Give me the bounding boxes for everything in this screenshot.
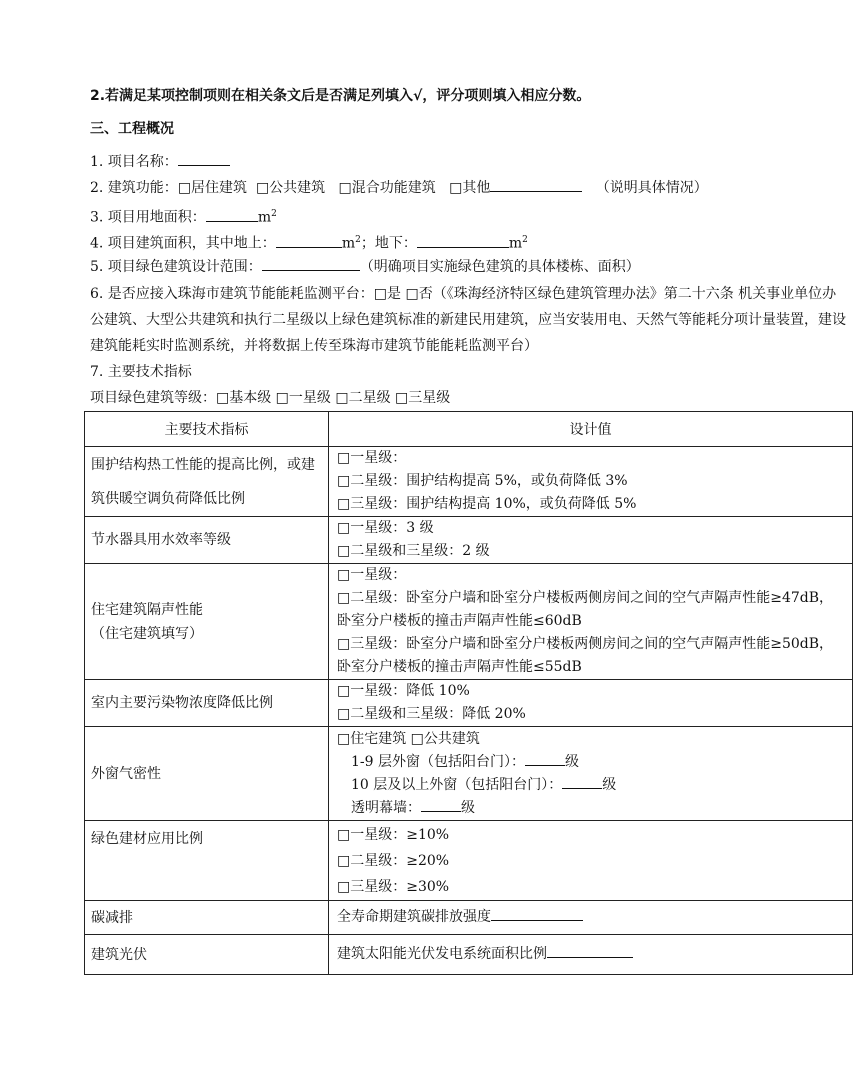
function-public-checkbox[interactable]: □公共建筑 — [255, 180, 326, 196]
row-label: 外窗气密性 — [85, 727, 329, 821]
function-label: 2. 建筑功能： — [90, 180, 178, 196]
table-row — [85, 727, 853, 821]
carbon-emission-label: 全寿命期建筑碳排放强度 — [337, 909, 491, 925]
green-grade-line: 项目绿色建筑等级：□基本级 □一星级 □二星级 □三星级 — [90, 390, 451, 406]
design-scope-note: （明确项目实施绿色建筑的具体楼栋、面积） — [359, 259, 640, 275]
grade-unit: 级 — [602, 776, 617, 793]
building-function-line — [90, 177, 708, 198]
header-indicator: 主要技术指标 — [85, 412, 329, 447]
pv-area-ratio-label: 建筑太阳能光伏发电系统面积比例 — [337, 946, 547, 962]
table-header-row — [85, 412, 853, 447]
above-ground-unit-sup: 2 — [355, 235, 361, 245]
land-area-line — [90, 204, 277, 228]
row-label: 围护结构热工性能的提高比例，或建筑供暖空调负荷降低比例 — [85, 447, 329, 517]
note-text: 2.若满足某项控制项则在相关条文后是否满足列填入√，评分项则填入相应分数。 — [90, 88, 591, 104]
table-row — [85, 821, 853, 901]
option-checkbox[interactable]: □一星级：降低 10% — [337, 683, 470, 699]
row-values — [329, 680, 853, 727]
row-label: 住宅建筑隔声性能 （住宅建筑填写） — [85, 564, 329, 680]
row-values — [329, 517, 853, 564]
header-design-value: 设计值 — [329, 412, 853, 447]
land-area-field[interactable] — [206, 207, 258, 222]
function-mixed-checkbox[interactable]: □混合功能建筑 — [338, 180, 436, 196]
project-name-line — [90, 151, 230, 172]
above-ground-unit: m — [341, 235, 356, 252]
design-scope-line — [90, 256, 640, 277]
option-checkbox[interactable]: □二星级：≥20% — [337, 852, 450, 869]
carbon-emission-field[interactable] — [491, 906, 583, 921]
land-area-unit-sup: 2 — [271, 209, 277, 219]
window-floors-10-plus-field[interactable] — [562, 774, 602, 789]
option-checkbox[interactable]: □一星级：≥10% — [337, 826, 450, 843]
section-title: 三、工程概况 — [90, 121, 174, 137]
option-checkbox[interactable]: □一星级：3 级 — [337, 520, 434, 536]
option-checkbox[interactable]: □三星级：围护结构提高 10%，或负荷降低 5% — [337, 496, 637, 512]
option-checkbox[interactable]: □二星级：卧室分户墙和卧室分户楼板两侧房间之间的空气声隔声性能≥47dB，卧室分户楼板的撞击声隔声性能≤60dB — [337, 590, 834, 629]
building-area-line — [90, 230, 528, 254]
option-checkbox[interactable]: □一星级： — [337, 567, 407, 583]
option-checkbox[interactable]: □二星级和三星级：降低 20% — [337, 706, 526, 722]
underground-label: ；地下： — [360, 235, 417, 252]
curtain-wall-line — [337, 797, 846, 820]
window-floors-10-plus-label: 10 层及以上外窗（包括阳台门）： — [351, 776, 563, 793]
table-row — [85, 901, 853, 935]
row-values — [329, 935, 853, 975]
table-row — [85, 935, 853, 975]
design-scope-field[interactable] — [262, 256, 360, 271]
row-label: 室内主要污染物浓度降低比例 — [85, 680, 329, 727]
window-floors-1-9-field[interactable] — [525, 751, 565, 766]
row-label: 节水器具用水效率等级 — [85, 517, 329, 564]
pv-area-ratio-field[interactable] — [547, 943, 633, 958]
underground-unit: m — [508, 235, 523, 252]
option-checkbox[interactable]: □一星级： — [337, 450, 407, 466]
function-residential-checkbox[interactable]: □居住建筑 — [177, 180, 248, 196]
row-label: 绿色建材应用比例 — [85, 821, 329, 901]
underground-unit-sup: 2 — [522, 235, 528, 245]
window-floors-10-plus-line — [337, 774, 846, 797]
option-checkbox[interactable]: □三星级：≥30% — [337, 878, 450, 895]
row-values — [329, 901, 853, 935]
curtain-wall-label: 透明幕墙： — [351, 799, 421, 816]
monitor-paragraph: 6. 是否应接入珠海市建筑节能能耗监测平台：□是 □否（《珠海经济特区绿色建筑管理办法》第二十六条 机关事业单位办公建筑、大型公共建筑和执行二星级以上绿色建筑标准的新建民用建筑，应当安装用电、天然气等能耗分项计量装置，建设建筑能耗实时监测系统，并将数据上传至珠海市建筑节能能耗监测平台） — [90, 286, 846, 354]
curtain-wall-field[interactable] — [421, 797, 461, 812]
option-checkbox[interactable]: □二星级和三星级：2 级 — [337, 543, 490, 559]
function-note: （说明具体情况） — [595, 180, 708, 196]
row-values — [329, 564, 853, 680]
building-area-label: 4. 项目建筑面积，其中地上： — [90, 235, 276, 252]
window-floors-1-9-line — [337, 751, 846, 774]
design-scope-label: 5. 项目绿色建筑设计范围： — [90, 259, 262, 275]
land-area-label: 3. 项目用地面积： — [90, 209, 206, 226]
row-label: 建筑光伏 — [85, 935, 329, 975]
row-values — [329, 727, 853, 821]
tech-indicators-table — [84, 411, 853, 975]
table-row — [85, 680, 853, 727]
tech-indicators-title: 7. 主要技术指标 — [90, 364, 192, 380]
grade-unit: 级 — [565, 753, 579, 770]
project-name-label: 1. 项目名称： — [90, 154, 178, 170]
underground-area-field[interactable] — [417, 233, 509, 248]
table-row — [85, 564, 853, 680]
table-row — [85, 447, 853, 517]
row-values — [329, 821, 853, 901]
building-type-checkbox[interactable]: □住宅建筑 □公共建筑 — [337, 730, 480, 747]
function-other-checkbox[interactable]: □其他 — [449, 180, 491, 196]
land-area-unit: m — [257, 209, 272, 226]
window-floors-1-9-label: 1-9 层外窗（包括阳台门）： — [351, 753, 525, 770]
option-checkbox[interactable]: □二星级：围护结构提高 5%，或负荷降低 3% — [337, 473, 628, 489]
table-row — [85, 517, 853, 564]
function-other-field[interactable] — [490, 177, 582, 192]
option-checkbox[interactable]: □三星级：卧室分户墙和卧室分户楼板两侧房间之间的空气声隔声性能≥50dB，卧室分户楼板的撞击声隔声性能≤55dB — [337, 636, 834, 675]
row-values — [329, 447, 853, 517]
project-name-field[interactable] — [178, 151, 230, 166]
grade-unit: 级 — [461, 799, 475, 816]
row-label: 碳减排 — [85, 901, 329, 935]
above-ground-area-field[interactable] — [276, 233, 342, 248]
